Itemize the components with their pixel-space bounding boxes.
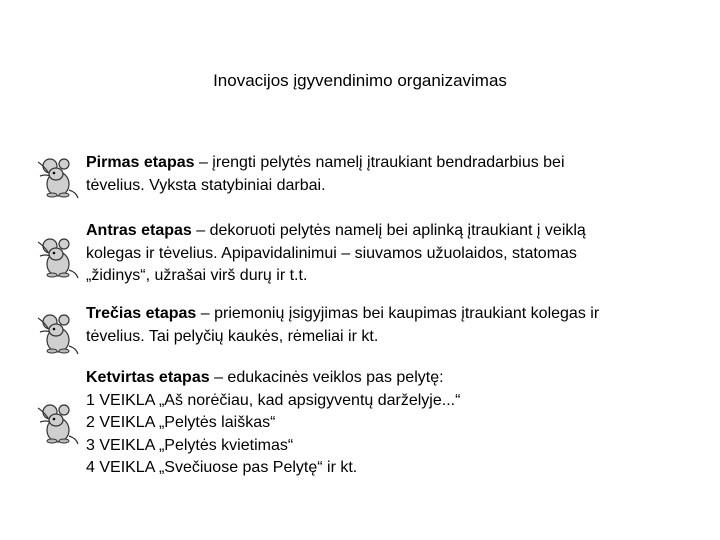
- item-heading: Pirmas etapas: [86, 154, 195, 171]
- stage-item-2: [86, 220, 686, 288]
- activity-line: 1 VEIKLA „Aš norėčiau, kad apsigyventų darželyje...“: [86, 391, 461, 409]
- activity-line: 3 VEIKLA „Pelytės kvietimas“: [86, 436, 294, 454]
- item-heading: Ketvirtas etapas: [86, 369, 210, 386]
- item-text-line: tėvelius. Vyksta statybiniai darbai.: [86, 176, 326, 194]
- activity-line: 4 VEIKLA „Svečiuose pas Pelytę“ ir kt.: [86, 459, 358, 476]
- stage-item-3: [86, 303, 686, 348]
- item-heading: Trečias etapas: [86, 305, 197, 322]
- stage-item-4: [86, 367, 686, 480]
- mouse-icon: [34, 398, 80, 446]
- mouse-icon: [34, 232, 80, 280]
- item-first-line: [86, 220, 686, 243]
- item-first-line: [86, 152, 686, 175]
- item-text-line: tėvelius. Tai pelyčių kaukės, rėmeliai ir kt.: [86, 327, 379, 345]
- item-text: – priemonių įsigyjimas bei kaupimas įtraukiant kolegas ir: [196, 305, 600, 322]
- item-text-line: „židinys“, užrašai virš durų ir t.t.: [86, 267, 308, 284]
- item-text: – įrengti pelytės namelį įtraukiant bendradarbius bei: [194, 154, 565, 171]
- item-heading: Antras etapas: [86, 222, 192, 239]
- stage-item-1: [86, 152, 686, 197]
- item-text: – dekoruoti pelytės namelį bei aplinką įtraukiant į veiklą: [191, 222, 586, 239]
- activity-line: 2 VEIKLA „Pelytės laiškas“: [86, 414, 276, 431]
- mouse-icon: [34, 152, 80, 200]
- page-title: Inovacijos įgyvendinimo organizavimas: [213, 71, 507, 90]
- mouse-icon: [34, 308, 80, 356]
- item-first-line: [86, 367, 686, 390]
- item-text: – edukacinės veiklos pas pelytę:: [209, 369, 444, 386]
- item-text-line: kolegas ir tėvelius. Apipavidalinimui – siuvamos užuolaidos, statomas: [86, 244, 577, 262]
- item-first-line: [86, 303, 686, 326]
